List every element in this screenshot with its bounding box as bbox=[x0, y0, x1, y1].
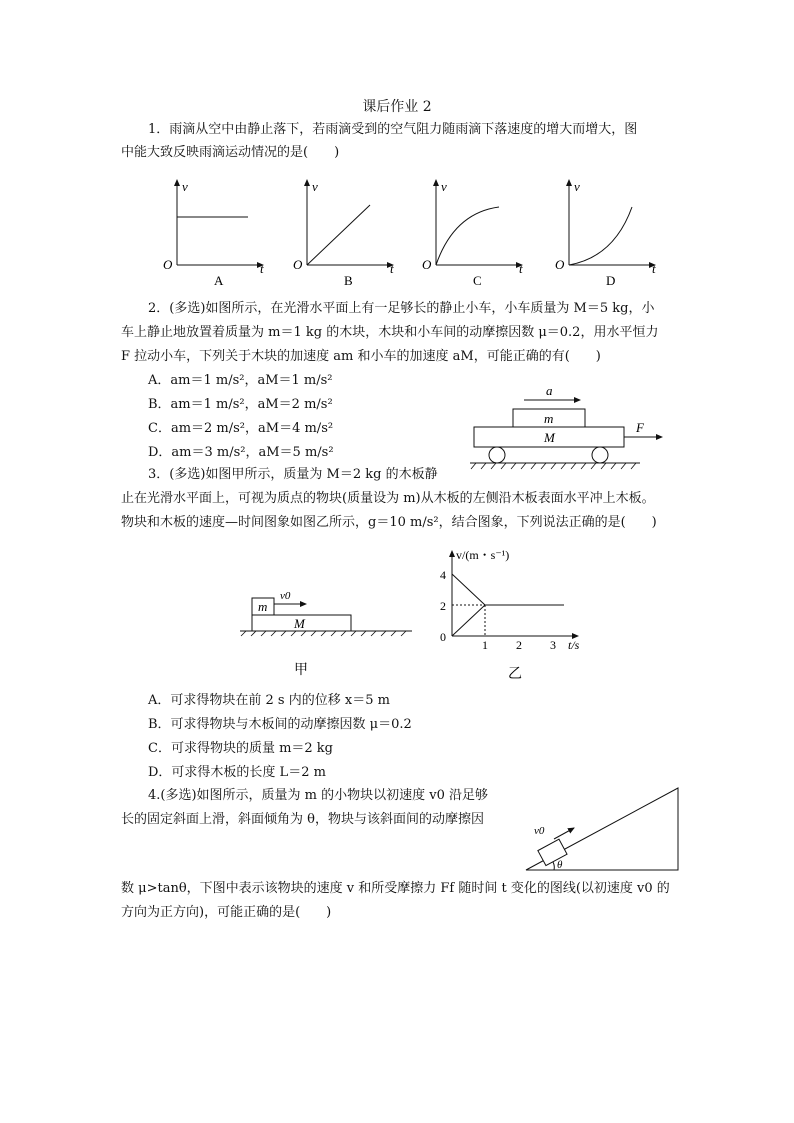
q1-line1: 1．雨滴从空中由静止落下，若雨滴受到的空气阻力随雨滴下落速度的增大而增大，图 bbox=[148, 122, 638, 137]
q2-option-b: B．am＝1 m/s²，aM＝2 m/s² bbox=[148, 397, 333, 412]
q2-cart-figure bbox=[462, 382, 672, 474]
q3-yi-ytick-0: 0 bbox=[440, 630, 446, 644]
q3-line2: 止在光滑水平面上，可视为质点的物块(质量设为 m)从木板的左侧沿木板表面水平冲上木板。 bbox=[121, 491, 655, 506]
q3-jia-caption: 甲 bbox=[294, 663, 308, 678]
graph-d-t-label: t bbox=[652, 261, 656, 276]
q3-yi-caption: 乙 bbox=[508, 667, 522, 682]
graph-d-origin: O bbox=[555, 257, 565, 272]
q2-line1: 2．(多选)如图所示，在光滑水平面上有一足够长的静止小车，小车质量为 M＝5 kg，小 bbox=[148, 301, 655, 316]
graph-b-v-label: v bbox=[312, 179, 318, 194]
q3-yi-ytick-2: 2 bbox=[440, 599, 446, 613]
q2-option-a: A．am＝1 m/s²，aM＝1 m/s² bbox=[148, 373, 333, 388]
graph-c-label: C bbox=[473, 273, 482, 288]
q2-option-c: C．am＝2 m/s²，aM＝4 m/s² bbox=[148, 421, 334, 436]
graph-c bbox=[422, 179, 523, 288]
q3-yi-xtick-1: 1 bbox=[482, 638, 488, 652]
graph-a-t-label: t bbox=[260, 261, 264, 276]
graph-c-t-label: t bbox=[519, 261, 523, 276]
graph-a-origin: O bbox=[163, 257, 173, 272]
q2-option-d: D．am＝3 m/s²，aM＝5 m/s² bbox=[148, 445, 334, 460]
q2-fig-m-label: m bbox=[544, 411, 554, 426]
q2-fig-M-label: M bbox=[544, 430, 555, 445]
q4-line2: 长的固定斜面上滑，斜面倾角为 θ，物块与该斜面间的动摩擦因 bbox=[121, 812, 484, 827]
q3-yi-ylabel: v/(m・s⁻¹) bbox=[456, 548, 510, 562]
q3-option-c: C．可求得物块的质量 m＝2 kg bbox=[148, 741, 334, 756]
q4-fig-theta-label: θ bbox=[557, 859, 563, 871]
q3-fig-yi bbox=[436, 543, 596, 681]
q2-line2: 车上静止地放置着质量为 m＝1 kg 的木块，木块和小车间的动摩擦因数 μ＝0.2，用水平恒力 bbox=[121, 325, 659, 340]
q4-line3: 数 μ>tanθ，下图中表示该物块的速度 v 和所受摩擦力 Ff 随时间 t 变化的图线(以初速度 v0 的 bbox=[121, 881, 670, 896]
q2-fig-a-label: a bbox=[546, 383, 553, 398]
q3-jia-m-label: m bbox=[258, 599, 268, 614]
graph-c-v-label: v bbox=[441, 179, 447, 194]
graph-d bbox=[555, 179, 656, 288]
q3-yi-xtick-2: 2 bbox=[516, 638, 522, 652]
q4-incline-figure bbox=[520, 786, 685, 874]
q1-graphs bbox=[160, 175, 680, 290]
q3-fig-jia bbox=[236, 578, 416, 678]
q3-option-b: B．可求得物块与木板间的动摩擦因数 μ＝0.2 bbox=[148, 717, 412, 732]
q2-line3: F 拉动小车，下列关于木块的加速度 am 和小车的加速度 aM，可能正确的有( ) bbox=[121, 349, 601, 364]
q3-option-a: A．可求得物块在前 2 s 内的位移 x＝5 m bbox=[148, 693, 390, 708]
q3-option-d: D．可求得木板的长度 L＝2 m bbox=[148, 765, 326, 780]
q1-line2: 中能大致反映雨滴运动情况的是( ) bbox=[121, 145, 340, 160]
graph-b bbox=[293, 179, 394, 288]
graph-b-origin: O bbox=[293, 257, 303, 272]
q4-fig-v0-label: v0 bbox=[534, 825, 545, 837]
q3-yi-xtick-3: 3 bbox=[550, 638, 556, 652]
q3-yi-xlabel: t/s bbox=[568, 638, 580, 652]
graph-d-v-label: v bbox=[574, 179, 580, 194]
graph-b-t-label: t bbox=[390, 261, 394, 276]
graph-c-origin: O bbox=[422, 257, 432, 272]
q3-line3: 物块和木板的速度—时间图象如图乙所示，g＝10 m/s²，结合图象，下列说法正确的是( ) bbox=[121, 515, 657, 530]
q3-jia-M-label: M bbox=[294, 616, 305, 631]
graph-b-label: B bbox=[344, 273, 353, 288]
q2-fig-F-label: F bbox=[636, 420, 644, 435]
graph-a bbox=[163, 179, 264, 288]
q3-yi-ytick-4: 4 bbox=[440, 568, 446, 582]
graph-d-label: D bbox=[606, 273, 616, 288]
q3-line1: 3．(多选)如图甲所示，质量为 M＝2 kg 的木板静 bbox=[148, 467, 438, 482]
graph-a-v-label: v bbox=[182, 179, 188, 194]
q4-line1: 4.(多选)如图所示，质量为 m 的小物块以初速度 v0 沿足够 bbox=[148, 788, 489, 803]
page-title: 课后作业 2 bbox=[362, 99, 432, 115]
q3-jia-v0-label: v0 bbox=[280, 590, 291, 602]
q4-line4: 方向为正方向)，可能正确的是( ) bbox=[121, 905, 332, 920]
graph-a-label: A bbox=[214, 273, 224, 288]
